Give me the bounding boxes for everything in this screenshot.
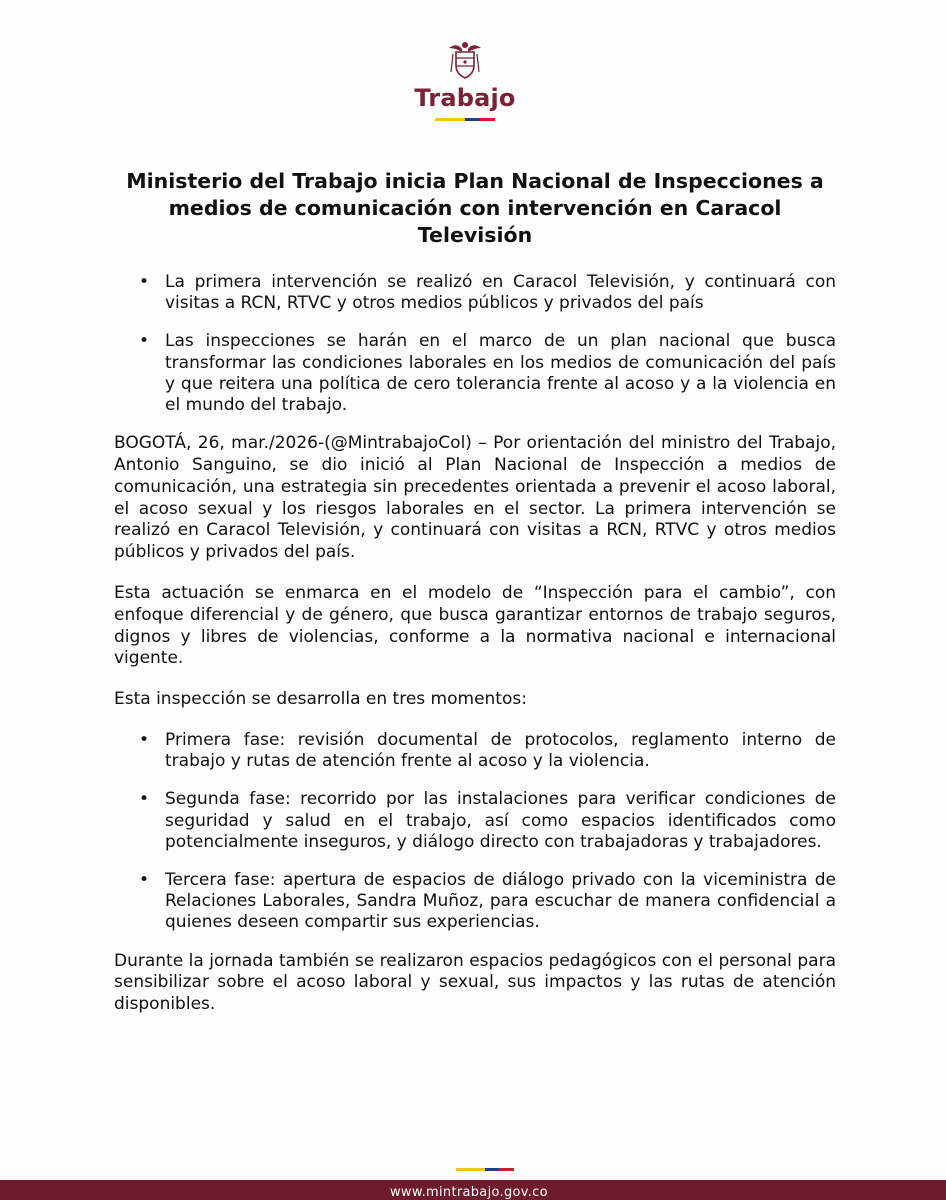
phase-bullet xyxy=(139,729,836,772)
press-release-title: Ministerio del Trabajo inicia Plan Nacional de Inspecciones a medios de comunicación con intervención en Caracol Televisión xyxy=(126,169,824,247)
summary-bullet xyxy=(139,272,836,314)
press-release-body xyxy=(114,168,836,1035)
ministry-logo xyxy=(405,38,525,121)
phase-bullet-text: Segunda fase: recorrido por las instalaciones para verificar condiciones de seguridad y salud en el trabajo, así como espacios identificados como potencialmente inseguros, y diálogo directo con trabajadoras y trabajadores. xyxy=(165,789,836,852)
footer-flag-stripe xyxy=(456,1168,514,1171)
bullet-icon: • xyxy=(139,729,150,750)
bullet-icon: • xyxy=(139,789,150,810)
phase-bullet-list xyxy=(114,730,836,934)
context-paragraph: Esta actuación se enmarca en el modelo de “Inspección para el cambio”, con enfoque diferencial y de género, que busca garantizar entornos de trabajo seguros, dignos y libres de violencias, conforme a la normativa nacional e internacional vigente. xyxy=(114,583,836,669)
colombia-flag-stripe xyxy=(435,118,495,121)
summary-bullet-text: La primera intervención se realizó en Caracol Televisión, y continuará con visitas a RCN, RTVC y otros medios públicos y privados del país xyxy=(165,272,836,314)
summary-bullet xyxy=(139,331,836,416)
bullet-icon: • xyxy=(139,331,150,352)
closing-paragraph: Durante la jornada también se realizaron espacios pedagógicos con el personal para sensibilizar sobre el acoso laboral y sexual, sus impactos y las rutas de atención disponibles. xyxy=(114,950,836,1015)
bullet-icon: • xyxy=(139,272,150,292)
summary-bullet-text: Las inspecciones se harán en el marco de un plan nacional que busca transformar las condiciones laborales en los medios de comunicación del país y que reitera una política de cero tolerancia frente al acoso y a la violencia en el mundo del trabajo. xyxy=(165,331,836,416)
bullet-icon: • xyxy=(139,870,150,890)
phases-intro-paragraph: Esta inspección se desarrolla en tres momentos: xyxy=(114,689,527,710)
phase-bullet xyxy=(139,870,836,934)
lead-paragraph: BOGOTÁ, 26, mar./2026-(@MintrabajoCol) – Por orientación del ministro del Trabajo, Antonio Sanguino, se dio inició al Plan Nacional de Inspección a medios de comunicación, una estrategia sin precedentes orientada a prevenir el acoso laboral, el acoso sexual y los riesgos laborales en el sector. La primera intervención se realizó en Caracol Televisión, y continuará con visitas a RCN, RTVC y otros medios públicos y privados del país. xyxy=(114,433,836,563)
logo-text: Trabajo xyxy=(414,84,516,112)
phase-bullet xyxy=(139,789,836,853)
phase-bullet-text: Primera fase: revisión documental de protocolos, reglamento interno de trabajo y rutas de atención frente al acoso y la violencia. xyxy=(165,729,836,772)
footer-website-link[interactable]: www.mintrabajo.gov.co xyxy=(390,1185,548,1200)
coat-of-arms-icon xyxy=(445,38,485,82)
phase-bullet-text: Tercera fase: apertura de espacios de diálogo privado con la viceministra de Relaciones Laborales, Sandra Muñoz, para escuchar de manera confidencial a quienes deseen compartir sus experiencias. xyxy=(165,870,836,933)
summary-bullet-list xyxy=(114,272,836,416)
